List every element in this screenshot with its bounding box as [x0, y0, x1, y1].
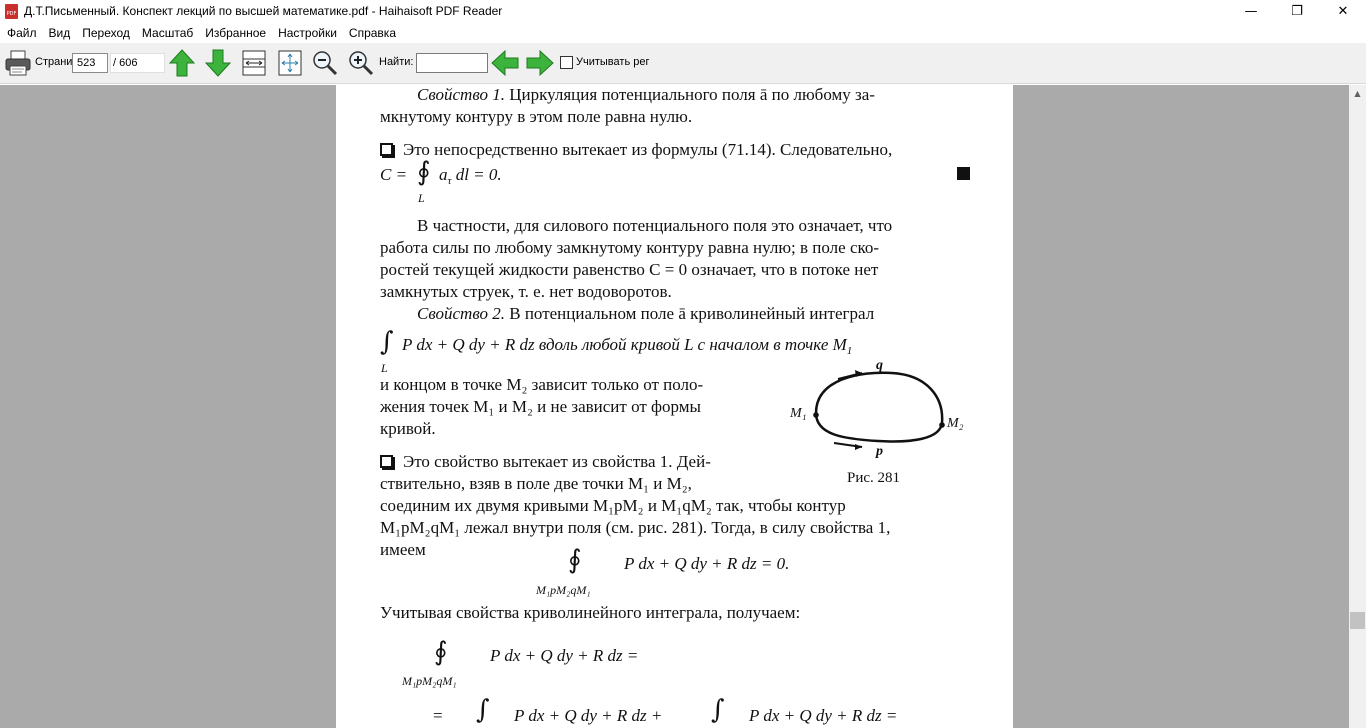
restore-button[interactable]: ❐ [1291, 4, 1303, 19]
formula: P dx + Q dy + R dz = [749, 706, 898, 725]
fit-width-icon [241, 49, 267, 77]
arrow-right-icon [525, 49, 555, 77]
formula: C = [380, 165, 408, 184]
text-line: P dx + Q dy + R dz вдоль любой кривой L с началом в точке $M_1$ [402, 335, 853, 357]
text-line: кривой. [380, 419, 436, 438]
find-previous-button[interactable] [490, 48, 520, 78]
text-line: Учитывая свойства криволинейного интеграла, получаем: [380, 603, 801, 622]
scroll-up-icon[interactable]: ▲ [1354, 89, 1361, 98]
page-number-input[interactable] [72, 53, 108, 73]
fit-page-button[interactable] [275, 48, 305, 78]
minimize-button[interactable]: — [1244, 4, 1258, 19]
window-title: Д.Т.Письменный. Конспект лекций по высшей математике.pdf - Haihaisoft PDF Reader [24, 4, 503, 18]
figure-281 [782, 359, 978, 471]
contour-integral-icon: ∮ [434, 637, 448, 667]
arrow-up-icon [168, 48, 196, 78]
arrow-down-icon [204, 48, 232, 78]
title-bar [0, 0, 1366, 23]
menu-file[interactable]: Файл [7, 26, 37, 40]
text-line: работа силы по любому замкнутому контуру равна нулю; в поле ско- [380, 238, 880, 257]
zoom-out-icon [311, 49, 339, 77]
page-total: / 606 [110, 53, 165, 73]
printer-icon [4, 48, 32, 78]
menu-go[interactable]: Переход [82, 26, 130, 40]
proof-end-icon [957, 167, 970, 180]
menu-view[interactable]: Вид [48, 26, 71, 40]
close-button[interactable]: ✕ [1337, 4, 1349, 19]
formula: P dx + Q dy + R dz + [514, 706, 663, 725]
integral-limit: L [418, 191, 425, 205]
fit-page-icon [277, 49, 303, 77]
text-line: имеем [380, 540, 426, 559]
curve-label-p: p [876, 444, 883, 459]
zoom-in-icon [347, 49, 375, 77]
contour-integral-icon: ∮ [417, 157, 431, 187]
next-page-button[interactable] [203, 48, 233, 78]
formula: P dx + Q dy + R dz = [490, 646, 639, 665]
find-label: Найти: [379, 56, 414, 68]
text-line: ростей текущей жидкости равенство C = 0 означает, что в потоке нет [380, 260, 879, 279]
menu-help[interactable]: Справка [348, 26, 396, 40]
menu-settings[interactable]: Настройки [278, 26, 337, 40]
text-line: Свойство 1. Циркуляция потенциального поля ā по любому за- [417, 85, 875, 104]
find-next-button[interactable] [525, 48, 555, 78]
proof-start-icon [380, 143, 393, 156]
integral-limit: M₁pM₂qM₁ [536, 583, 591, 597]
integral-limit: M₁pM₂qM₁ [402, 674, 457, 688]
find-input[interactable] [416, 53, 488, 73]
text-line: замкнутых струек, т. е. нет водоворотов. [380, 282, 672, 301]
fit-width-button[interactable] [239, 48, 269, 78]
text-line: Это непосредственно вытекает из формулы (71.14). Следовательно, [380, 140, 892, 160]
menu-favorites[interactable]: Избранное [205, 26, 267, 40]
figure-caption: Рис. 281 [847, 470, 901, 486]
integral-icon: ∫ [476, 695, 490, 725]
text-line: соединим их двумя кривыми M₁pM₂ и M₁qM₂ так, чтобы контур [380, 496, 846, 515]
integral-icon: ∫ [711, 695, 725, 725]
formula: $a_\tau$ dl = 0. [439, 165, 502, 187]
proof-start-icon [380, 455, 393, 468]
formula: P dx + Q dy + R dz = 0. [624, 554, 790, 573]
text-line: Свойство 2. В потенциальном поле ā криволинейный интеграл [417, 304, 875, 323]
integral-limit: L [381, 361, 388, 375]
print-button[interactable] [4, 48, 32, 78]
scroll-thumb[interactable] [1350, 612, 1365, 629]
pdf-page [336, 85, 1013, 728]
contour-integral-icon: ∮ [568, 545, 582, 575]
text-line: ствительно, взяв в поле две точки M₁ и M₂, [380, 474, 692, 493]
toolbar [0, 43, 1366, 84]
document-viewport[interactable] [0, 85, 1349, 728]
text-line: Это свойство вытекает из свойства 1. Дей- [380, 452, 711, 472]
point-label-m2: M₂ [947, 416, 964, 431]
match-case-label: Учитывать рег [576, 56, 650, 68]
menu-zoom[interactable]: Масштаб [141, 26, 194, 40]
text-line: В частности, для силового потенциального поля это означает, что [417, 216, 893, 235]
point-label-m1: M₁ [790, 406, 807, 421]
text-line: M₁pM₂qM₁ лежал внутри поля (см. рис. 281). Тогда, в силу свойства 1, [380, 518, 891, 537]
text-line: жения точек M₁ и M₂ и не зависит от формы [380, 397, 701, 416]
arrow-left-icon [490, 49, 520, 77]
menu-bar [0, 23, 1366, 43]
formula: = [433, 706, 443, 725]
integral-icon: ∫ [380, 327, 394, 357]
zoom-in-button[interactable] [346, 48, 376, 78]
vertical-scrollbar[interactable] [1349, 85, 1366, 728]
match-case-checkbox[interactable] [560, 56, 573, 69]
curve-label-q: q [876, 358, 883, 373]
pdf-app-icon [5, 4, 18, 19]
text-line: и концом в точке M₂ зависит только от поло- [380, 375, 704, 394]
previous-page-button[interactable] [167, 48, 197, 78]
page-label: Страни [35, 56, 72, 68]
text-line: мкнутому контуру в этом поле равна нулю. [380, 107, 693, 126]
zoom-out-button[interactable] [310, 48, 340, 78]
